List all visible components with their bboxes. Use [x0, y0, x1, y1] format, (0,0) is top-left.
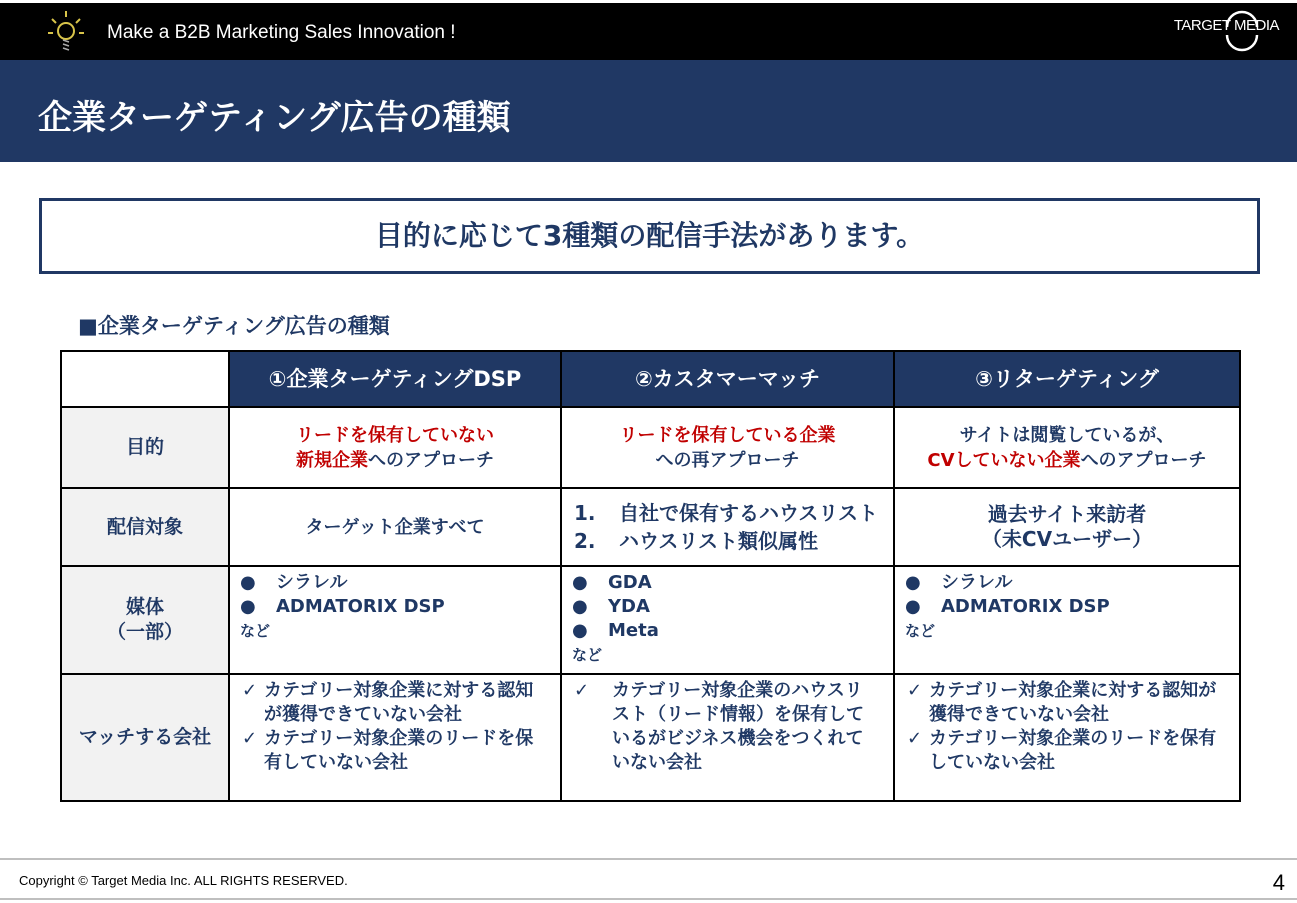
title-bar [0, 60, 1297, 162]
cell-highlight: リードを保有している企業 [619, 424, 836, 446]
cell-line: への再アプローチ [655, 449, 800, 471]
list-item: カテゴリー対象企業のリードを保有していない会社 [264, 728, 534, 773]
list-item: ADMATORIX DSP [276, 596, 445, 617]
cell [894, 407, 1240, 488]
list-number: 1. [574, 501, 596, 525]
column-header: ①企業ターゲティングDSP [229, 351, 561, 407]
lightbulb-icon [46, 9, 86, 55]
table-row [61, 488, 1240, 566]
cell [894, 674, 1240, 801]
list-item: ADMATORIX DSP [941, 596, 1110, 617]
tagline: Make a B2B Marketing Sales Innovation ! [107, 22, 456, 43]
column-header: ②カスタマーマッチ [561, 351, 894, 407]
target-media-logo [1174, 17, 1279, 34]
logo-text: TARGET MEDIA [1173, 17, 1279, 34]
cell-line: へのアプローチ [1080, 449, 1207, 471]
row-label: 目的 [61, 407, 229, 488]
table-row [61, 407, 1240, 488]
list-item: カテゴリー対象企業のリードを保有していない会社 [929, 728, 1217, 773]
bullet-icon: ● [240, 596, 256, 617]
cell [561, 674, 894, 801]
bullet-icon: ● [905, 572, 921, 593]
check-icon: ✓ [242, 680, 258, 701]
etc-label: など [240, 622, 271, 640]
bullet-icon: ● [572, 572, 588, 593]
column-header: ③リターゲティング [894, 351, 1240, 407]
bullet-icon: ● [572, 596, 588, 617]
comparison-table [60, 350, 1241, 802]
check-icon: ✓ [907, 680, 923, 701]
cell [229, 407, 561, 488]
list-item: 自社で保有するハウスリスト [619, 501, 878, 525]
cell [561, 488, 894, 566]
list-item: GDA [608, 572, 652, 593]
cell-line: へのアプローチ [368, 449, 494, 471]
corner-cell [61, 351, 229, 407]
cell-line: （未CVユーザー） [981, 527, 1153, 551]
copyright: Copyright © Target Media Inc. ALL RIGHTS RESERVED. [19, 873, 348, 888]
cell [894, 566, 1240, 674]
table-header-row [61, 351, 1240, 407]
bullet-icon: ● [240, 572, 256, 593]
page-title: 企業ターゲティング広告の種類 [38, 98, 511, 138]
row-label-line: （一部） [106, 621, 183, 643]
cell [894, 488, 1240, 566]
page-number: 4 [1272, 870, 1285, 895]
check-icon: ✓ [574, 680, 590, 701]
cell [561, 407, 894, 488]
cell [229, 566, 561, 674]
list-item: カテゴリー対象企業に対する認知が獲得できていない会社 [264, 680, 534, 725]
bullet-icon: ● [572, 620, 588, 641]
check-icon: ✓ [242, 728, 258, 749]
cell-highlight: 新規企業 [296, 449, 368, 471]
row-label [61, 566, 229, 674]
list-item: カテゴリー対象企業に対する認知が獲得できていない会社 [929, 680, 1217, 725]
section-heading: ■企業ターゲティング広告の種類 [78, 314, 390, 338]
row-label: 配信対象 [61, 488, 229, 566]
cell [561, 566, 894, 674]
cell-line: サイトは閲覧しているが、 [959, 424, 1175, 446]
list-item: ハウスリスト類似属性 [619, 529, 818, 553]
row-label-line: 媒体 [125, 596, 164, 618]
check-icon: ✓ [907, 728, 923, 749]
list-item: YDA [608, 596, 650, 617]
list-item: シラレル [941, 572, 1013, 593]
bottom-divider [0, 898, 1297, 900]
cell-line: 過去サイト来訪者 [987, 502, 1147, 526]
list-number: 2. [574, 529, 596, 553]
list-item: Meta [608, 620, 659, 641]
etc-label: など [905, 622, 936, 640]
list-item: カテゴリー対象企業のハウスリスト（リード情報）を保有しているがビジネス機会をつくれていない会社 [612, 680, 864, 773]
cell-highlight: CVしていない企業 [927, 449, 1081, 471]
bullet-icon: ● [905, 596, 921, 617]
footer-divider [0, 858, 1297, 860]
cell-line: リードを保有していない [296, 424, 494, 446]
lead-box: 目的に応じて3種類の配信手法があります。 [39, 198, 1260, 274]
cell: ターゲット企業すべて [229, 488, 561, 566]
row-label: マッチする会社 [61, 674, 229, 801]
table-row [61, 566, 1240, 674]
table-row [61, 674, 1240, 801]
etc-label: など [572, 646, 603, 664]
top-bar [0, 3, 1297, 60]
list-item: シラレル [276, 572, 348, 593]
cell [229, 674, 561, 801]
